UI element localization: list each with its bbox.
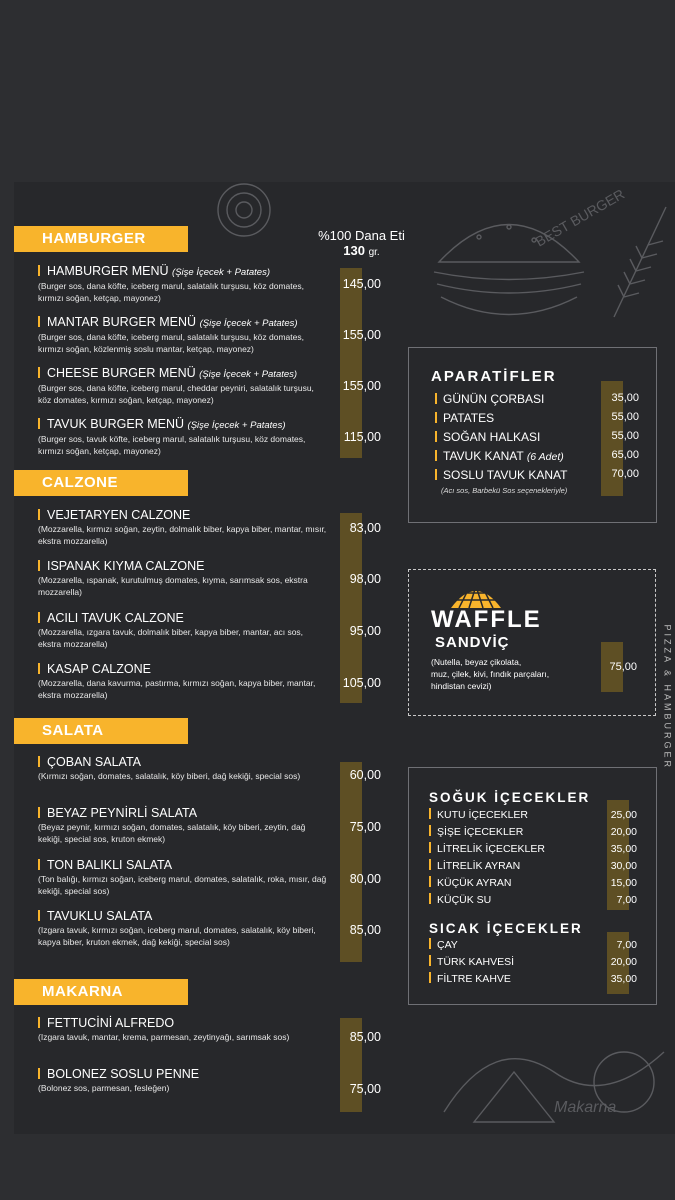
aparatif-price: 55,00	[611, 411, 639, 423]
drink-price: 30,00	[610, 860, 637, 872]
menu-board	[14, 182, 675, 1134]
waffle-subtitle: SANDVİÇ	[435, 634, 510, 651]
section-salata: SALATA	[14, 718, 188, 744]
menu-item: TON BALIKLI SALATA (Ton balığı, kırmızı soğan, iceberg marul, domates, salatalık, roka, mısır, dağ kekiği, special sos)	[38, 858, 327, 896]
menu-item: BEYAZ PEYNİRLİ SALATA (Beyaz peynir, kırmızı soğan, domates, salatalık, köy biberi, zeytin, dağ kekiği, special sos, kruton ekmek)	[38, 806, 328, 845]
drink-price: 15,00	[610, 877, 637, 889]
drink-price: 7,00	[616, 894, 637, 906]
drink-price: 7,00	[616, 939, 637, 951]
menu-item: MANTAR BURGER MENÜ (Şişe İçecek + Patates) (Burger sos, dana köfte, iceberg marul, salatalık turşusu, köz domates, kırmızı soğan, közlenmiş soslu mantar, ketçap, mayonez)	[38, 315, 328, 355]
drink-item: TÜRK KAHVESİ	[429, 955, 514, 968]
menu-item: BOLONEZ SOSLU PENNE (Bolonez sos, parmesan, fesleğen)	[38, 1067, 328, 1095]
section-hamburger: HAMBURGER	[14, 226, 188, 252]
aparatif-price: 70,00	[611, 468, 639, 480]
section-makarna: MAKARNA	[14, 979, 188, 1005]
aparatif-item: SOĞAN HALKASI	[435, 430, 540, 444]
aparatif-item: GÜNÜN ÇORBASI	[435, 392, 544, 406]
menu-item: KASAP CALZONE (Mozzarella, dana kavurma, pastırma, kırmızı soğan, kapya biber, mantar, ekstra mozzarella)	[38, 662, 328, 701]
drink-item: KÜÇÜK AYRAN	[429, 876, 512, 889]
item-price: 115,00	[343, 430, 381, 444]
drink-price: 25,00	[610, 809, 637, 821]
waffle-title: WAFFLE	[431, 606, 542, 633]
aparatifler-title: APARATİFLER	[431, 368, 557, 385]
item-price: 95,00	[349, 624, 381, 638]
drink-item: ÇAY	[429, 938, 458, 951]
drinks-panel	[408, 767, 657, 1005]
waffle-price: 75,00	[609, 661, 637, 673]
aparatif-item: PATATES	[435, 411, 494, 425]
aparatif-item: SOSLU TAVUK KANAT	[435, 468, 567, 482]
aparatifler-panel	[408, 347, 657, 523]
menu-item: CHEESE BURGER MENÜ (Şişe İçecek + Patates) (Burger sos, dana köfte, iceberg marul, cheddar peyniri, salatalık turşusu, köz domates, kırmızı soğan, ketçap, mayonez)	[38, 366, 328, 406]
item-price: 98,00	[349, 572, 381, 586]
item-price: 75,00	[349, 820, 381, 834]
beef-note: %100 Dana Eti 130 gr.	[318, 228, 405, 258]
menu-item: TAVUKLU SALATA (Izgara tavuk, kırmızı soğan, iceberg marul, domates, salatalık, köy biberi, kapya biber, kruton ekmek, dağ kekiği, special sos)	[38, 909, 328, 948]
side-text: PIZZA & HAMBURGER	[663, 624, 673, 770]
sicak-title: SICAK İÇECEKLER	[429, 921, 583, 936]
sauce-note: (Acı sos, Barbekü Sos seçenekleriyle)	[441, 486, 568, 495]
aparatif-price: 55,00	[611, 430, 639, 442]
herb-doodle-icon	[604, 202, 674, 322]
drink-price: 35,00	[610, 973, 637, 985]
item-price: 80,00	[349, 872, 381, 886]
burger-doodle-icon	[419, 185, 628, 352]
item-price: 83,00	[349, 521, 381, 535]
menu-item: ÇOBAN SALATA (Kırmızı soğan, domates, salatalık, köy biberi, dağ kekiği, special sos)	[38, 755, 328, 783]
price-column	[340, 513, 362, 703]
drink-item: KÜÇÜK SU	[429, 893, 491, 906]
item-price: 85,00	[349, 923, 381, 937]
drink-price: 35,00	[610, 843, 637, 855]
waffle-panel	[408, 569, 656, 716]
menu-item: ISPANAK KIYMA CALZONE (Mozzarella, ıspanak, kurutulmuş domates, kıyma, sarımsak sos, ekstra mozzarella)	[38, 559, 328, 598]
onion-doodle-icon	[199, 182, 289, 242]
drink-price: 20,00	[610, 956, 637, 968]
drink-price: 20,00	[610, 826, 637, 838]
menu-item: FETTUCİNİ ALFREDO (Izgara tavuk, mantar, krema, parmesan, zeytinyağı, sarımsak sos)	[38, 1016, 328, 1044]
item-price: 155,00	[342, 328, 381, 342]
menu-item: ACILI TAVUK CALZONE (Mozzarella, ızgara tavuk, dolmalık biber, kapya biber, mantar, acı sos, ekstra mozzarella)	[38, 611, 328, 650]
menu-item: HAMBURGER MENÜ (Şişe İçecek + Patates) (Burger sos, dana köfte, iceberg marul, salatalık turşusu, köz domates, kırmızı soğan, ketçap, mayonez)	[38, 264, 328, 304]
drink-item: LİTRELİK AYRAN	[429, 859, 520, 872]
menu-item: TAVUK BURGER MENÜ (Şişe İçecek + Patates) (Burger sos, tavuk köfte, iceberg marul, salatalık turşusu, köz domates, kırmızı soğan, ketçap, mayonez)	[38, 417, 328, 457]
soguk-title: SOĞUK İÇECEKLER	[429, 790, 591, 805]
menu-item: VEJETARYEN CALZONE (Mozzarella, kırmızı soğan, zeytin, dolmalık biber, kapya biber, mantar, mısır, ekstra mozzarella)	[38, 508, 327, 546]
item-price: 155,00	[342, 379, 381, 393]
item-price: 75,00	[349, 1082, 381, 1096]
svg-text:BEST BURGER: BEST BURGER	[532, 185, 628, 250]
drink-item: LİTRELİK İÇECEKLER	[429, 842, 545, 855]
aparatif-price: 35,00	[611, 392, 639, 404]
aparatif-item: TAVUK KANAT (6 Adet)	[435, 449, 564, 463]
drink-item: FİLTRE KAHVE	[429, 972, 511, 985]
item-price: 60,00	[349, 768, 381, 782]
pasta-doodle-icon	[434, 1012, 674, 1132]
aparatif-price: 65,00	[611, 449, 639, 461]
drink-item: ŞİŞE İÇECEKLER	[429, 825, 523, 838]
waffle-desc: (Nutella, beyaz çikolata, muz, çilek, kivi, fındık parçaları, hindistan cevizi)	[431, 657, 550, 691]
section-calzone: CALZONE	[14, 470, 188, 496]
item-price: 85,00	[349, 1030, 381, 1044]
drink-item: KUTU İÇECEKLER	[429, 808, 528, 821]
svg-text:Makarna: Makarna	[554, 1099, 617, 1116]
item-price: 105,00	[342, 676, 381, 690]
item-price: 145,00	[342, 277, 381, 291]
